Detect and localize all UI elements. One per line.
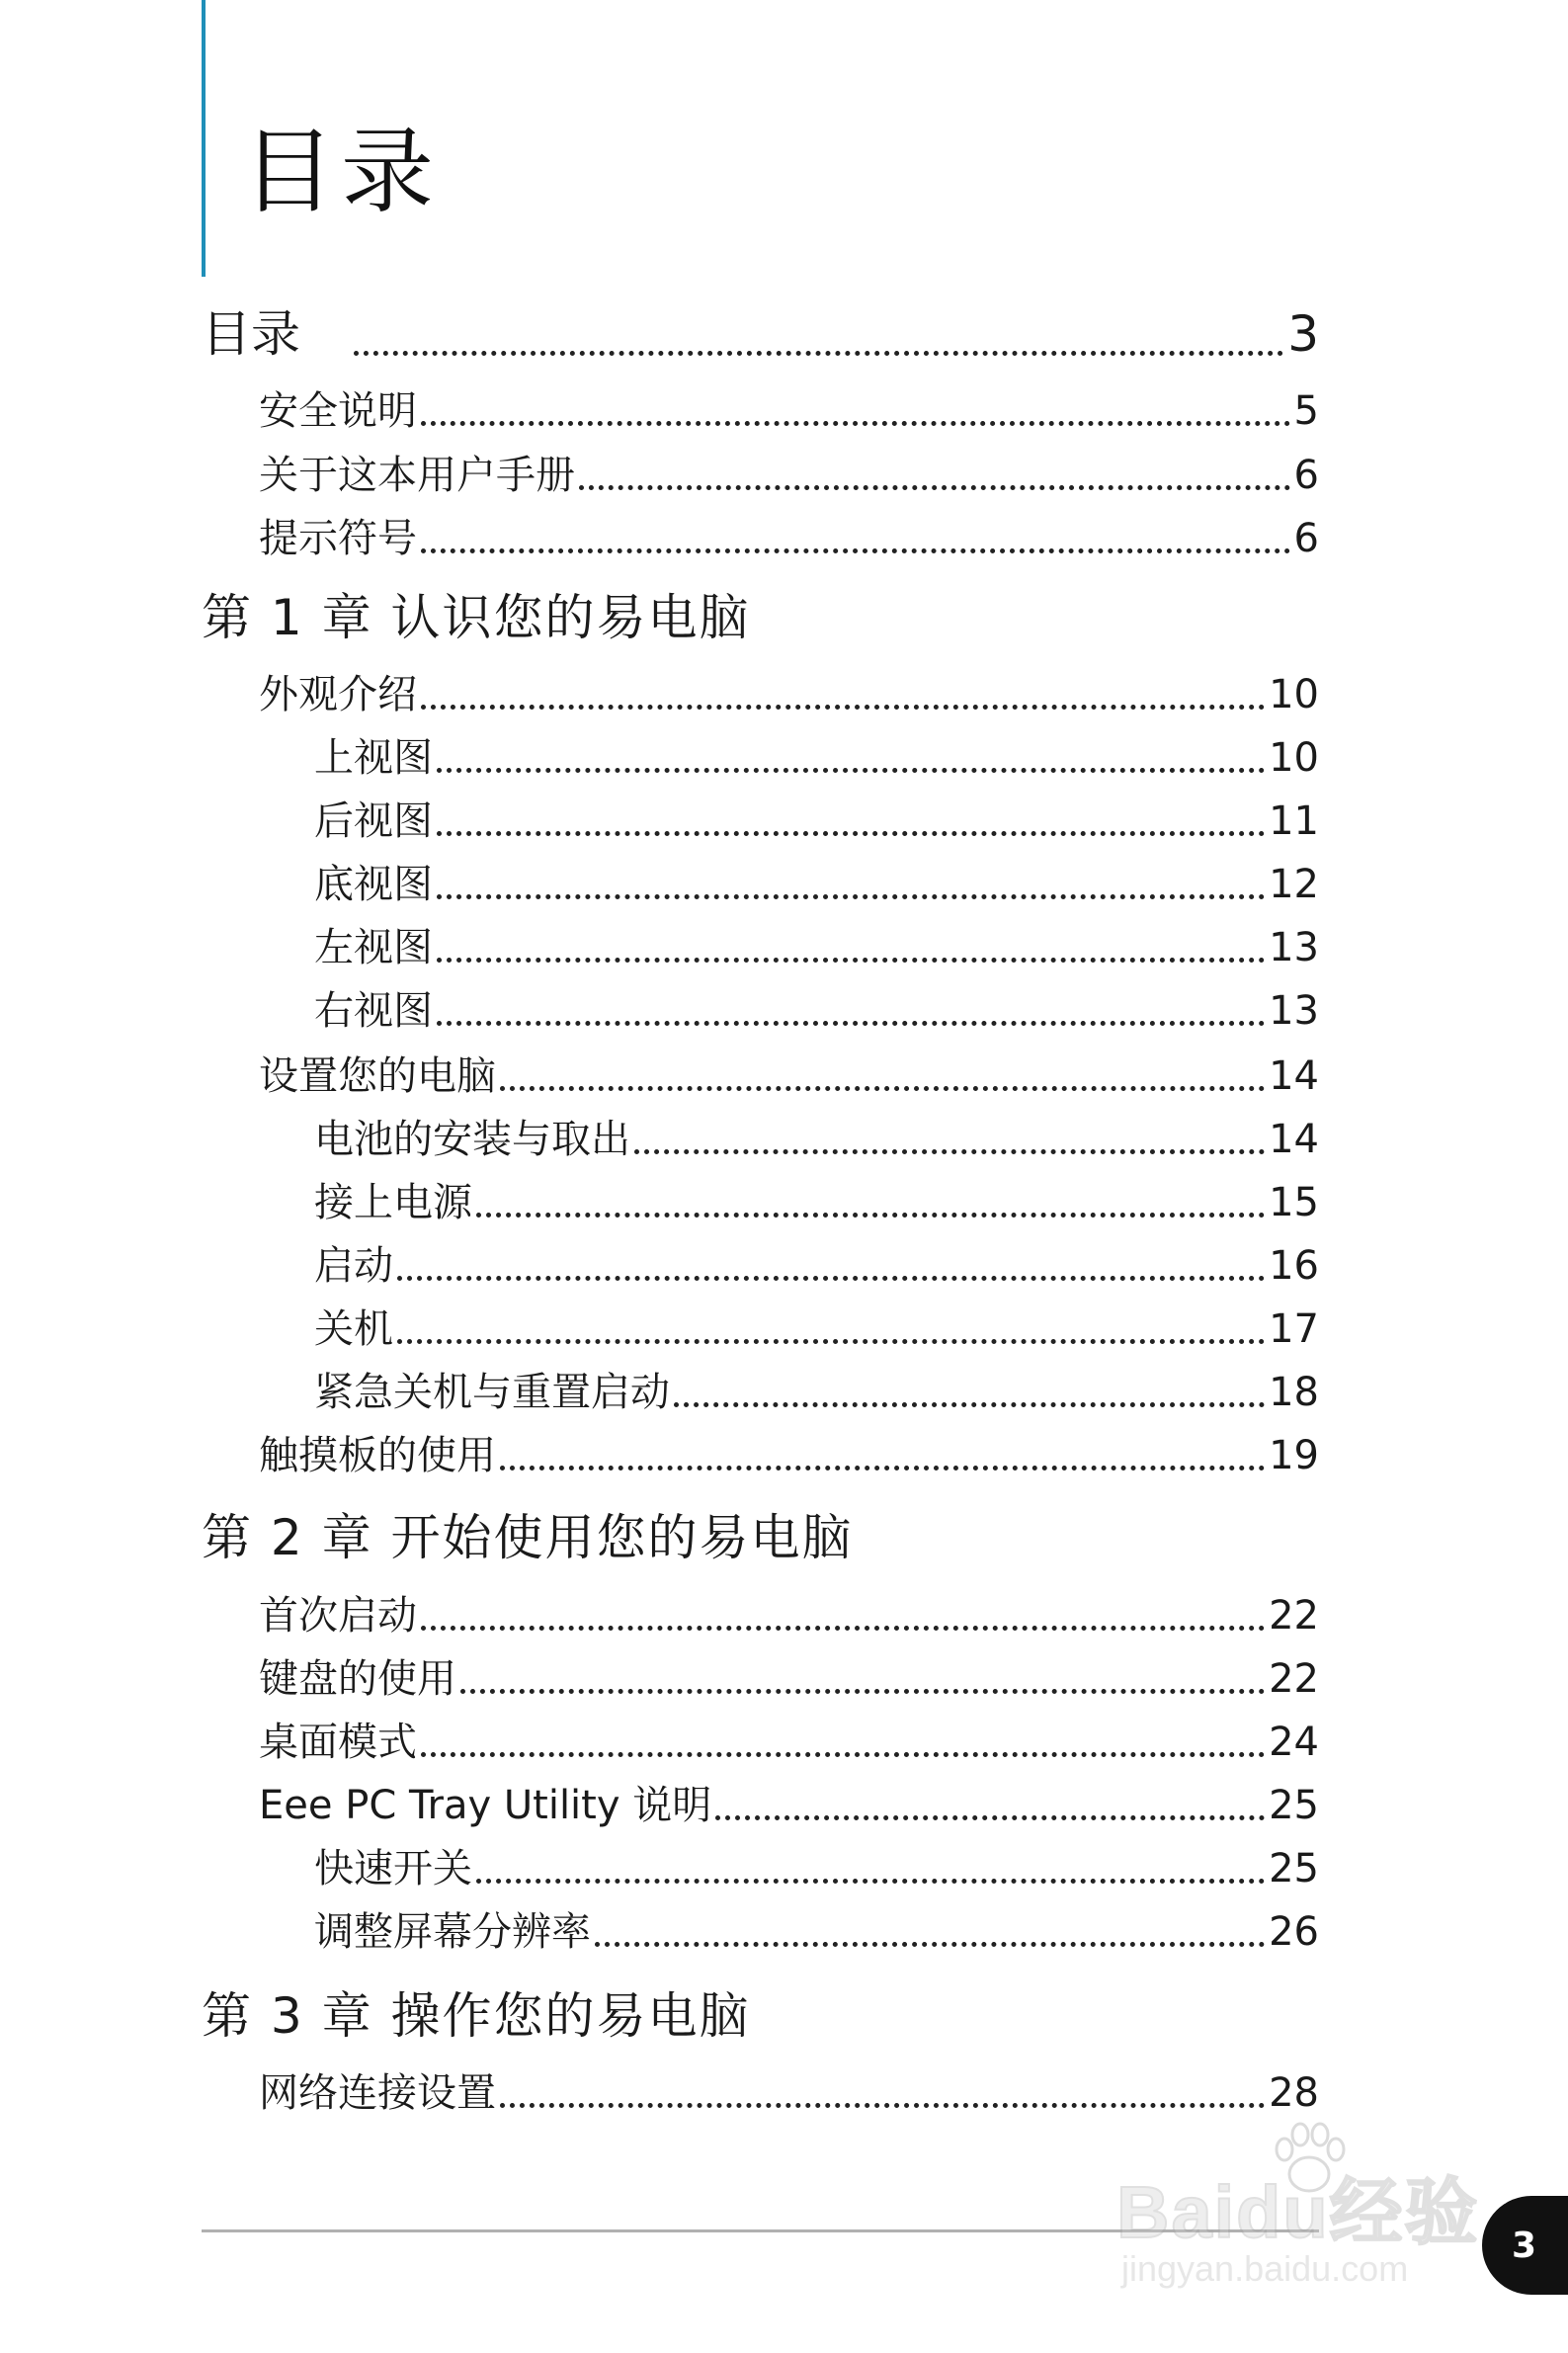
toc-entry-label: 目录 [202,305,300,363]
toc-page-number: 22 [1269,1593,1319,1639]
toc-page-number: 3 [1287,305,1319,363]
toc-entry-label: 安全说明 [259,388,417,434]
toc-entry [259,1647,1319,1704]
dot-leader [476,1213,1265,1218]
dot-leader [421,1752,1265,1757]
toc-entry-label: 第 2 章 开始使用您的易电脑 [202,1509,854,1566]
toc-entry [314,1298,1319,1354]
dot-leader [595,1942,1265,1947]
toc-entry [259,1045,1319,1101]
dot-leader [476,1879,1265,1884]
toc-entry-label: 调整屏幕分辨率 [314,1909,591,1955]
toc-entry [259,507,1319,563]
toc-entry [314,916,1319,972]
dot-leader [397,1276,1265,1281]
toc-entry-label: 紧急关机与重置启动 [314,1370,670,1415]
page-number-badge: 3 [1482,2196,1568,2295]
dot-leader [421,421,1290,426]
toc-page-number: 12 [1269,862,1319,907]
toc-entry [202,294,1319,366]
watermark-url: jingyan.baidu.com [1121,2248,1409,2289]
toc-page-number: 22 [1269,1656,1319,1702]
toc-entry-label: 接上电源 [314,1180,472,1225]
toc-page-number: 18 [1269,1370,1319,1415]
dot-leader [500,2103,1265,2108]
toc-page-number: 16 [1269,1243,1319,1289]
dot-leader [460,1689,1265,1694]
toc-chapter-heading [202,1498,1319,1569]
toc-entry [314,1234,1319,1291]
toc-entry-label: 外观介绍 [259,672,417,717]
toc-entry-label: 键盘的使用 [259,1656,456,1702]
toc-entry [314,1361,1319,1417]
page-title: 目录 [242,119,441,226]
toc-entry-label: 电池的安装与取出 [314,1117,630,1162]
toc-page-number: 10 [1269,672,1319,717]
toc-page-number: 26 [1269,1909,1319,1955]
toc-page-number: 28 [1269,2070,1319,2116]
toc-page-number: 13 [1269,925,1319,970]
toc-page-number: 15 [1269,1180,1319,1225]
toc-entry-label: 快速开关 [314,1846,472,1891]
toc-entry [314,1900,1319,1957]
dot-leader [421,705,1265,710]
dot-leader [437,1021,1265,1026]
toc-entry-label: 后视图 [314,798,433,844]
toc-page-number: 19 [1269,1433,1319,1478]
toc-entry [314,726,1319,783]
dot-leader [421,1626,1265,1631]
toc-entry [314,853,1319,909]
toc-entry [259,1424,1319,1480]
toc-entry [314,1171,1319,1227]
toc-entry-label: 底视图 [314,862,433,907]
toc-entry [314,979,1319,1036]
toc-entry-label: 触摸板的使用 [259,1433,496,1478]
toc-entry [259,1774,1319,1830]
toc-entry-label: 设置您的电脑 [259,1053,496,1099]
toc-entry-label: 右视图 [314,988,433,1034]
toc-page-number: 17 [1269,1306,1319,1352]
dot-leader [437,768,1265,773]
toc-chapter-heading [202,1976,1319,2048]
toc-chapter-heading [202,578,1319,649]
baidu-watermark [1107,2115,1482,2293]
dot-leader [421,548,1290,553]
toc-entry-label: 关机 [314,1306,393,1352]
watermark-brand: Baidu经验 [1116,2171,1480,2253]
toc-entry [259,663,1319,719]
toc-page-number: 13 [1269,988,1319,1034]
toc-entry-label: 上视图 [314,735,433,781]
toc-page-number: 25 [1269,1846,1319,1891]
dot-leader [397,1339,1265,1344]
dot-leader [579,485,1290,490]
toc-entry [259,1711,1319,1767]
toc-entry-label: 第 3 章 操作您的易电脑 [202,1987,751,2045]
toc-entry-label: 第 1 章 认识您的易电脑 [202,589,751,646]
toc-page-number: 14 [1269,1053,1319,1099]
toc-page-number: 6 [1293,516,1319,561]
dot-leader [634,1149,1265,1154]
dot-leader [437,894,1265,899]
toc-entry-label: 关于这本用户手册 [259,453,575,498]
toc-entry [259,1584,1319,1640]
toc-page-number: 14 [1269,1117,1319,1162]
toc-page-number: 6 [1293,453,1319,498]
toc-entry [314,1108,1319,1164]
dot-leader [437,831,1265,836]
toc-entry-label: 网络连接设置 [259,2070,496,2116]
toc-entry-label: 启动 [314,1243,393,1289]
toc-page-number: 5 [1293,388,1319,434]
toc-entry [314,790,1319,846]
toc-entry-label: 桌面模式 [259,1720,417,1765]
toc-entry-label: Eee PC Tray Utility 说明 [259,1783,712,1828]
dot-leader [500,1466,1265,1471]
toc-entry [259,379,1319,436]
toc-entry [314,1837,1319,1893]
toc-page-number: 10 [1269,735,1319,781]
dot-leader [437,958,1265,963]
toc-entry [259,444,1319,500]
dot-leader [715,1815,1265,1820]
dot-leader [674,1402,1265,1407]
toc-entry [259,2061,1319,2118]
toc-entry-label: 首次启动 [259,1593,417,1639]
toc-entry-label: 提示符号 [259,516,417,561]
toc-page-number: 25 [1269,1783,1319,1828]
toc-entry-label: 左视图 [314,925,433,970]
toc-page-number: 11 [1269,798,1319,844]
dot-leader [500,1086,1265,1091]
dot-leader [354,351,1283,356]
toc-page-number: 24 [1269,1720,1319,1765]
